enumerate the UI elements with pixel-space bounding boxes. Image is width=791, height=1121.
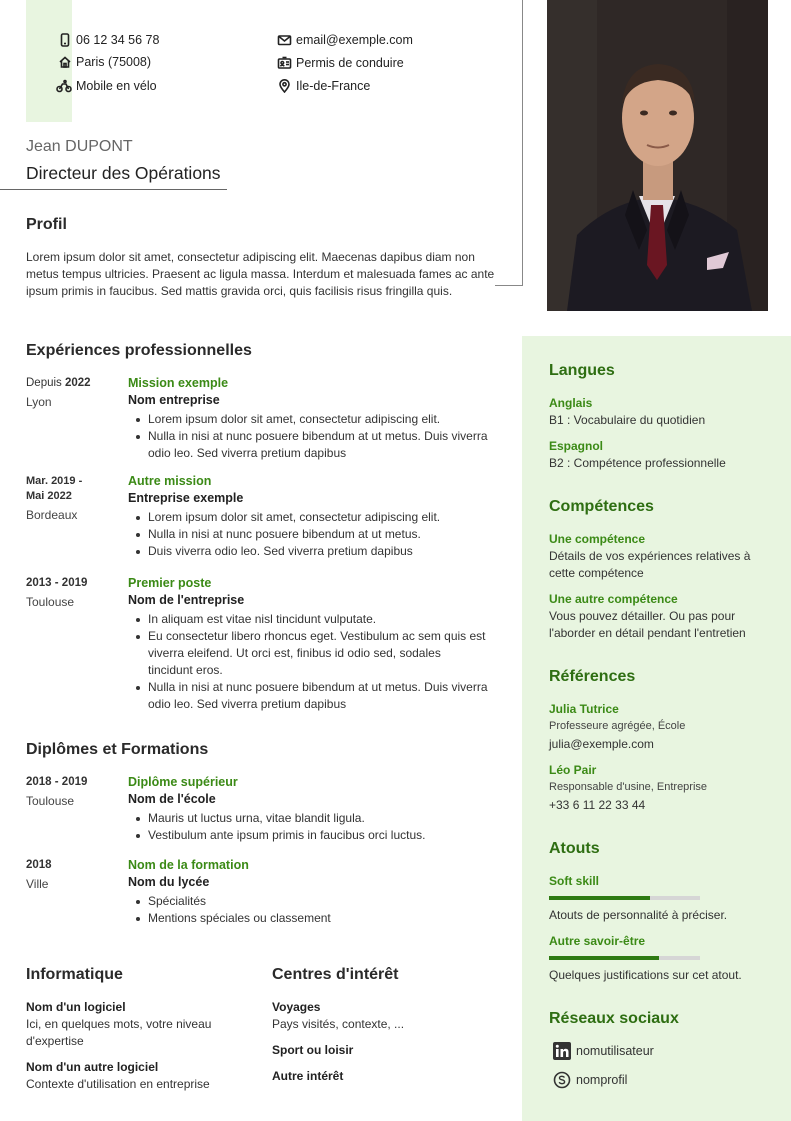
language-name: Espagnol [549,439,604,453]
list-item: In aliquam est vitae nisl tincidunt vulputate. [128,611,488,628]
contact-phone [58,33,159,47]
education-title: Diplôme supérieur [128,775,238,789]
experience-company: Nom entreprise [128,393,220,407]
job-title: Directeur des Opérations [26,163,221,183]
experience-bullets [128,611,488,713]
languages-heading: Langues [549,362,615,379]
interest-name: Autre intérêt [272,1069,344,1083]
skype-icon [553,1071,571,1089]
social-label: nomprofil [576,1073,628,1087]
experience-date: Mai 2022 [26,490,72,502]
list-item: Duis viverra odio leo. Sed viverra pretium dapibus [128,543,488,560]
contact-mobility-text: Mobile en vélo [76,79,157,93]
envelope-icon [277,33,292,47]
strength-desc: Atouts de personnalité à préciser. [549,908,728,922]
strength-name: Soft skill [549,874,600,888]
strength-name: Autre savoir-être [549,934,646,948]
profile-text: Lorem ipsum dolor sit amet, consectetur adipiscing elit. Maecenas dapibus diam non metus tempus ultricies. Praesent ac ligula massa. Interdum et malesuada fames ac ante ipsum primis in faucibus. Sed mattis gravida orci, quis facilisis risus fringilla quis. [26,250,495,298]
list-item: Mauris ut luctus urna, vitae blandit ligula. [128,810,488,827]
social-label: nomutilisateur [576,1044,654,1058]
id-card-icon [277,56,292,70]
education-bullets [128,893,488,927]
experience-date: Mar. 2019 - [26,475,83,487]
social-skype[interactable] [553,1071,627,1089]
experience-date: 2013 - 2019 [26,577,88,589]
strength-level-fill [549,956,659,960]
experience-title: Premier poste [128,576,212,590]
experience-bullets [128,509,488,560]
education-location: Ville [26,877,49,891]
software-desc: Contexte d'utilisation en entreprise [26,1077,210,1091]
reference-role: Professeure agrégée, École [549,720,686,732]
skills-heading: Compétences [549,498,654,515]
software-heading: Informatique [26,966,123,983]
strength-level-bar [549,956,700,960]
interest-name: Sport ou loisir [272,1043,354,1057]
contact-city-text: Paris (75008) [76,55,152,69]
education-location: Toulouse [26,794,75,808]
skill-name: Une compétence [549,532,646,546]
software-name: Nom d'un autre logiciel [26,1060,159,1074]
language-name: Anglais [549,396,593,410]
contact-email[interactable] [277,33,413,47]
list-item: Eu consectetur libero rhoncus eget. Vestibulum ac sem quis est viverra eleifend. Ut orci est, finibus id odio sed, sodales tincidunt eros. [128,628,488,679]
list-item: Spécialités [128,893,488,910]
portrait-illustration [547,0,768,311]
contact-region [277,79,370,93]
experience-title: Mission exemple [128,376,229,390]
software-desc: Ici, en quelques mots, votre niveau d'expertise [26,1017,212,1048]
education-heading: Diplômes et Formations [26,741,209,758]
experience-heading: Expériences professionnelles [26,342,252,359]
experience-location: Lyon [26,395,52,409]
location-pin-icon [277,79,292,93]
contact-license [277,56,404,70]
contact-license-text: Permis de conduire [296,56,404,70]
header-frame-line [522,0,523,286]
skill-name: Une autre compétence [549,592,678,606]
reference-name: Léo Pair [549,763,597,777]
experience-date-prefix: Depuis [26,377,65,389]
education-school: Nom du lycée [128,875,210,889]
linkedin-icon [553,1042,571,1060]
profile-photo [547,0,768,311]
language-level: B2 : Compétence professionnelle [549,456,726,470]
software-name: Nom d'un logiciel [26,1000,126,1014]
reference-role: Responsable d'usine, Entreprise [549,781,708,793]
experience-date [26,375,91,392]
education-school: Nom de l'école [128,792,216,806]
contact-region-text: Ile-de-France [296,79,371,93]
skill-desc: Détails de vos expériences relatives à cette compétence [549,549,751,580]
skill-desc: Vous pouvez détailler. Ou pas pour l'aborder en détail pendant l'entretien [549,609,746,640]
education-date: 2018 - 2019 [26,776,88,788]
candidate-name: Jean DUPONT [26,138,133,155]
title-divider [0,189,227,190]
experience-date-year: 2022 [65,377,91,389]
home-icon [58,55,72,69]
list-item: Lorem ipsum dolor sit amet, consectetur adipiscing elit. [128,411,488,428]
contact-city [58,55,151,69]
contact-mobility [56,79,157,93]
list-item: Nulla in nisi at nunc posuere bibendum at ut metus. Duis viverra odio leo. Sed viverra pretium dapibus [128,428,488,462]
strength-desc: Quelques justifications sur cet atout. [549,968,742,982]
reference-contact: +33 6 11 22 33 44 [549,798,646,812]
profile-heading: Profil [26,216,67,233]
strength-level-bar [549,896,700,900]
interest-desc: Pays visités, contexte, ... [272,1017,405,1031]
reference-contact: julia@exemple.com [549,737,654,751]
list-item: Nulla in nisi at nunc posuere bibendum at ut metus. Duis viverra odio leo. Sed viverra pretium dapibus [128,679,488,713]
experience-title: Autre mission [128,474,212,488]
interests-heading: Centres d'intérêt [272,966,399,983]
list-item: Nulla in nisi at nunc posuere bibendum at ut metus. [128,526,488,543]
reference-name: Julia Tutrice [549,702,619,716]
list-item: Vestibulum ante ipsum primis in faucibus orci luctus. [128,827,488,844]
list-item: Lorem ipsum dolor sit amet, consectetur adipiscing elit. [128,509,488,526]
language-level: B1 : Vocabulaire du quotidien [549,413,706,427]
experience-location: Toulouse [26,595,75,609]
strength-level-fill [549,896,650,900]
references-heading: Références [549,668,636,685]
education-bullets [128,810,488,844]
education-date: 2018 [26,859,52,871]
strengths-heading: Atouts [549,840,600,857]
social-heading: Réseaux sociaux [549,1010,679,1027]
experience-company: Entreprise exemple [128,491,244,505]
education-title: Nom de la formation [128,858,249,872]
interest-name: Voyages [272,1000,321,1014]
phone-icon [58,33,72,47]
experience-bullets [128,411,488,462]
social-linkedin[interactable] [553,1042,654,1060]
bicycle-icon [56,79,72,93]
experience-company: Nom de l'entreprise [128,593,245,607]
contact-phone-text: 06 12 34 56 78 [76,33,160,47]
list-item: Mentions spéciales ou classement [128,910,488,927]
contact-email-text: email@exemple.com [296,33,413,47]
experience-location: Bordeaux [26,508,78,522]
